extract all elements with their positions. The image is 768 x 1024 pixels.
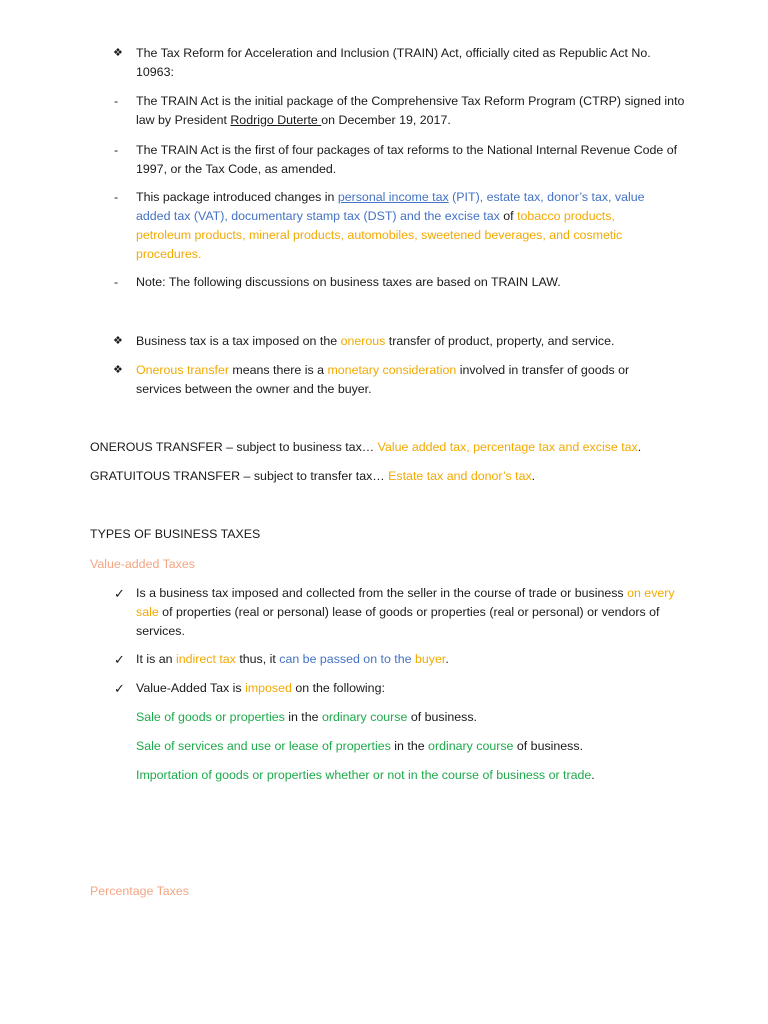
vat-definition: Is a business tax imposed and collected from the seller in the course of trade or business on every sale of properties (real or personal) lease of goods or properties (real or personal) or vendors of services.	[136, 586, 675, 638]
business-tax-definition: Business tax is a tax imposed on the onerous transfer of product, property, and service.	[136, 334, 615, 348]
percentage-taxes-heading: Percentage Taxes	[90, 884, 189, 898]
onerous-transfer-line: ONEROUS TRANSFER – subject to business tax… Value added tax, percentage tax and excise tax.	[90, 440, 642, 454]
vat-heading: Value-added Taxes	[90, 557, 195, 571]
train-item-packages: The TRAIN Act is the first of four packages of tax reforms to the National Internal Revenue Code of 1997, or the Tax Code, as amended.	[136, 143, 678, 176]
checkmark-icon: ✓	[114, 586, 125, 601]
dash-bullet-icon: -	[114, 143, 119, 157]
diamond-bullet-icon: ❖	[113, 47, 123, 59]
checkmark-icon: ✓	[114, 681, 125, 696]
onerous-transfer-definition: Onerous transfer means there is a monetary consideration involved in transfer of goods or services between the owner and the buyer.	[136, 363, 630, 396]
duterte-link[interactable]: Rodrigo Duterte	[230, 113, 322, 127]
train-law-note: Note: The following discussions on business taxes are based on TRAIN LAW.	[136, 275, 561, 289]
gratuitous-transfer-line: GRATUITOUS TRANSFER – subject to transfer tax… Estate tax and donor’s tax.	[90, 469, 536, 483]
dash-bullet-icon: -	[114, 94, 119, 108]
diamond-bullet-icon: ❖	[113, 364, 123, 376]
checkmark-icon: ✓	[114, 652, 125, 667]
vat-item-sale-services: Sale of services and use or lease of properties in the ordinary course of business.	[136, 739, 584, 753]
diamond-bullet-icon: ❖	[113, 335, 123, 347]
types-heading: TYPES OF BUSINESS TAXES	[90, 527, 261, 541]
vat-indirect-tax: It is an indirect tax thus, it can be passed on to the buyer.	[136, 652, 449, 666]
vat-item-sale-goods: Sale of goods or properties in the ordinary course of business.	[136, 710, 477, 724]
personal-income-tax-link[interactable]: personal income tax	[337, 190, 449, 204]
vat-item-importation: Importation of goods or properties whether or not in the course of business or trade.	[136, 768, 595, 782]
train-act-paragraph: The Tax Reform for Acceleration and Inclusion (TRAIN) Act, officially cited as Republic Act No. 10963:	[136, 46, 651, 79]
dash-bullet-icon: -	[114, 275, 119, 289]
train-item-ctrp: The TRAIN Act is the initial package of the Comprehensive Tax Reform Program (CTRP) signed into law by President Rodrigo Duterte on December 19, 2017.	[136, 94, 685, 127]
dash-bullet-icon: -	[114, 190, 119, 204]
vat-imposed-on: Value-Added Tax is imposed on the following:	[136, 681, 385, 695]
train-item-changes: This package introduced changes in personal income tax (PIT), estate tax, donor’s tax, value added tax (VAT), documentary stamp tax (DST) and the excise tax of tobacco products, petroleum products, mineral products, automobiles, sweetened beverages, and cosmetic procedures.	[136, 190, 645, 261]
